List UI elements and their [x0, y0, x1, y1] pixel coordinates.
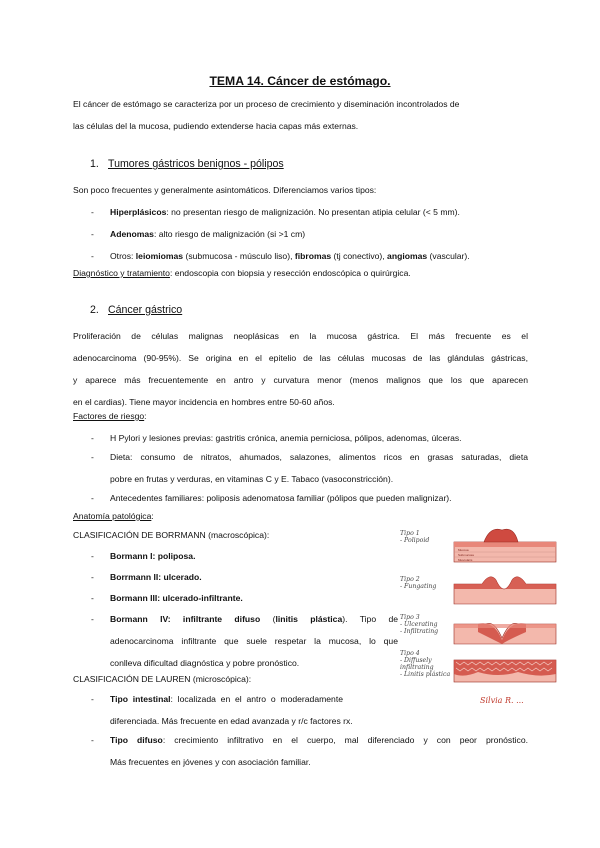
- description-cont: diferenciada. Más frecuente en edad avanzada y r/c factores rx.: [110, 716, 353, 726]
- description: (vascular).: [427, 251, 470, 261]
- borrmann-item-4: [91, 608, 398, 674]
- section-2-number: 2.: [90, 304, 99, 316]
- diagnosis-line: [73, 262, 528, 284]
- risk-item-dieta: [91, 446, 528, 490]
- description-cont: conlleva dificultad diagnóstica y pobre pronóstico.: [110, 658, 300, 668]
- description: : alto riesgo de malignización (si >1 cm): [153, 229, 306, 239]
- type-1-polypoid-drawing: [454, 529, 556, 562]
- intro-line-1: El cáncer de estómago se caracteriza por un proceso de crecimiento y diseminación incontrolados de: [73, 99, 460, 109]
- risk-colon: :: [144, 411, 147, 421]
- term: leiomiomas: [135, 251, 184, 261]
- section-1-lead: Son poco frecuentes y generalmente asintomáticos. Diferenciamos varios tipos:: [73, 185, 377, 195]
- description-cont: Más frecuentes en jóvenes y con asociación familiar.: [110, 757, 311, 767]
- term: Hiperplásicos: [110, 207, 167, 217]
- type-3-ulcerating-drawing: [454, 623, 556, 644]
- figure-label-type-1: Tipo 1 - Polipoid: [400, 530, 430, 544]
- svg-text:Submucosa: Submucosa: [458, 553, 474, 557]
- risk-text: Antecedentes familiares: poliposis adenomatosa familiar (pólipos que pueden malignizar).: [110, 493, 452, 503]
- anatomy-label-text: Anatomía patológica: [73, 511, 152, 521]
- bullet-dash: -: [91, 452, 94, 462]
- lauren-item-intestinal: [91, 688, 353, 732]
- prefix: Otros:: [110, 251, 136, 261]
- borrmann-item-1: [91, 545, 195, 567]
- term: fibromas: [294, 251, 332, 261]
- description-cont: adenocarcinoma infiltrante que suele respetar la mucosa, lo que: [110, 636, 398, 646]
- risk-text: Dieta: consumo de nitratos, ahumados, salazones, alimentos ricos en grasas saturadas, dieta: [110, 452, 528, 462]
- svg-text:Muscularis: Muscularis: [458, 558, 473, 562]
- description: (tj conectivo),: [331, 251, 388, 261]
- risk-label-text: Factores de riesgo: [73, 411, 145, 421]
- risk-text-cont: pobre en frutas y verduras, en vitaminas C y E. Tabaco (vasoconstricción).: [110, 474, 394, 484]
- page-title: TEMA 14. Cáncer de estómago.: [209, 74, 391, 88]
- term: Tipo difuso: [110, 735, 163, 745]
- anatomy-colon: :: [151, 511, 154, 521]
- bullet-dash: -: [91, 593, 94, 603]
- section-1-number: 1.: [90, 158, 99, 170]
- description: : localizada en el antro o moderadamente: [170, 694, 343, 704]
- intro-line-2: las células del la mucosa, pudiendo extenderse hacia capas más externas.: [73, 121, 359, 131]
- description: : crecimiento infiltrativo en el cuerpo, mal diferenciado y con peor pronóstico.: [162, 735, 528, 745]
- polyp-item-hiperplasicos: [91, 201, 460, 223]
- borrmann-figure: [398, 528, 558, 718]
- diagnosis-label: Diagnóstico y tratamiento: [73, 268, 170, 278]
- risk-label: [73, 405, 528, 427]
- section-2-para-3: y aparece más frecuentemente en antro y curvatura menor (menos malignos que los que aparecen: [73, 375, 528, 385]
- svg-text:Mucosa: Mucosa: [458, 548, 469, 552]
- lauren-item-difuso: [91, 729, 528, 773]
- term: Bormann I: poliposa.: [110, 551, 196, 561]
- term: Bormann IV: infiltrante difuso: [110, 614, 261, 624]
- borrmann-diagram: [398, 528, 558, 718]
- term: Bormann III: ulcerado-infiltrante.: [110, 593, 243, 603]
- section-2-para-4: en el cardias). Tiene mayor incidencia en hombres entre 50-60 años.: [73, 397, 335, 407]
- borrmann-item-3: [91, 587, 243, 609]
- section-1-title: Tumores gástricos benignos - pólipos: [108, 158, 284, 170]
- bullet-dash: -: [91, 493, 94, 503]
- term: Adenomas: [110, 229, 154, 239]
- section-2-para-2: adenocarcinoma (90-95%). Se origina en el epitelio de las células mucosas de las glándulas gástricas,: [73, 353, 528, 363]
- term: angiomas: [387, 251, 428, 261]
- bullet-dash: -: [91, 229, 94, 239]
- bullet-dash: -: [91, 251, 94, 261]
- bullet-dash: -: [91, 572, 94, 582]
- borrmann-item-2: [91, 566, 202, 588]
- type-2-fungating-drawing: [454, 577, 556, 604]
- figure-label-type-3: Tipo 3 - Ulcerating - Infiltrating: [400, 614, 439, 635]
- bullet-dash: -: [91, 694, 94, 704]
- bullet-dash: -: [91, 207, 94, 217]
- figure-label-type-2: Tipo 2 - Fungating: [400, 576, 437, 590]
- lauren-title: CLASIFICACIÓN DE LAUREN (microscópica):: [73, 674, 252, 684]
- type-4-diffuse-drawing: [454, 660, 556, 682]
- bullet-dash: -: [91, 433, 94, 443]
- term: Borrmann II: ulcerado.: [110, 572, 202, 582]
- polyp-item-adenomas: [91, 223, 305, 245]
- section-2-heading: [90, 304, 182, 316]
- borrmann-title: CLASIFICACIÓN DE BORRMANN (macroscópica):: [73, 530, 270, 540]
- paren-open: (: [260, 614, 276, 624]
- bullet-dash: -: [91, 551, 94, 561]
- section-2-para-1: Proliferación de células malignas neoplásicas en la mucosa gástrica. El más frecuente es el: [73, 331, 528, 341]
- description: : no presentan riesgo de malignización. No presentan atipia celular (< 5 mm).: [166, 207, 460, 217]
- term: linitis plástica: [275, 614, 343, 624]
- risk-text: H Pylori y lesiones previas: gastritis crónica, anemia perniciosa, pólipos, adenomas, úlceras.: [110, 433, 462, 443]
- author-signature: Silvia R. ...: [480, 696, 524, 705]
- term: Tipo intestinal: [110, 694, 171, 704]
- description: (submucosa - músculo liso),: [183, 251, 295, 261]
- figure-label-type-4: Tipo 4 - Diffusely infiltrating - Linitis plástica: [400, 650, 451, 678]
- diagnosis-text: : endoscopia con biopsia y resección endoscópica o quirúrgica.: [169, 268, 411, 278]
- section-1-heading: [90, 158, 284, 170]
- bullet-dash: -: [91, 735, 94, 745]
- bullet-dash: -: [91, 614, 94, 624]
- section-2-title: Cáncer gástrico: [108, 304, 183, 316]
- description: ). Tipo de: [342, 614, 399, 624]
